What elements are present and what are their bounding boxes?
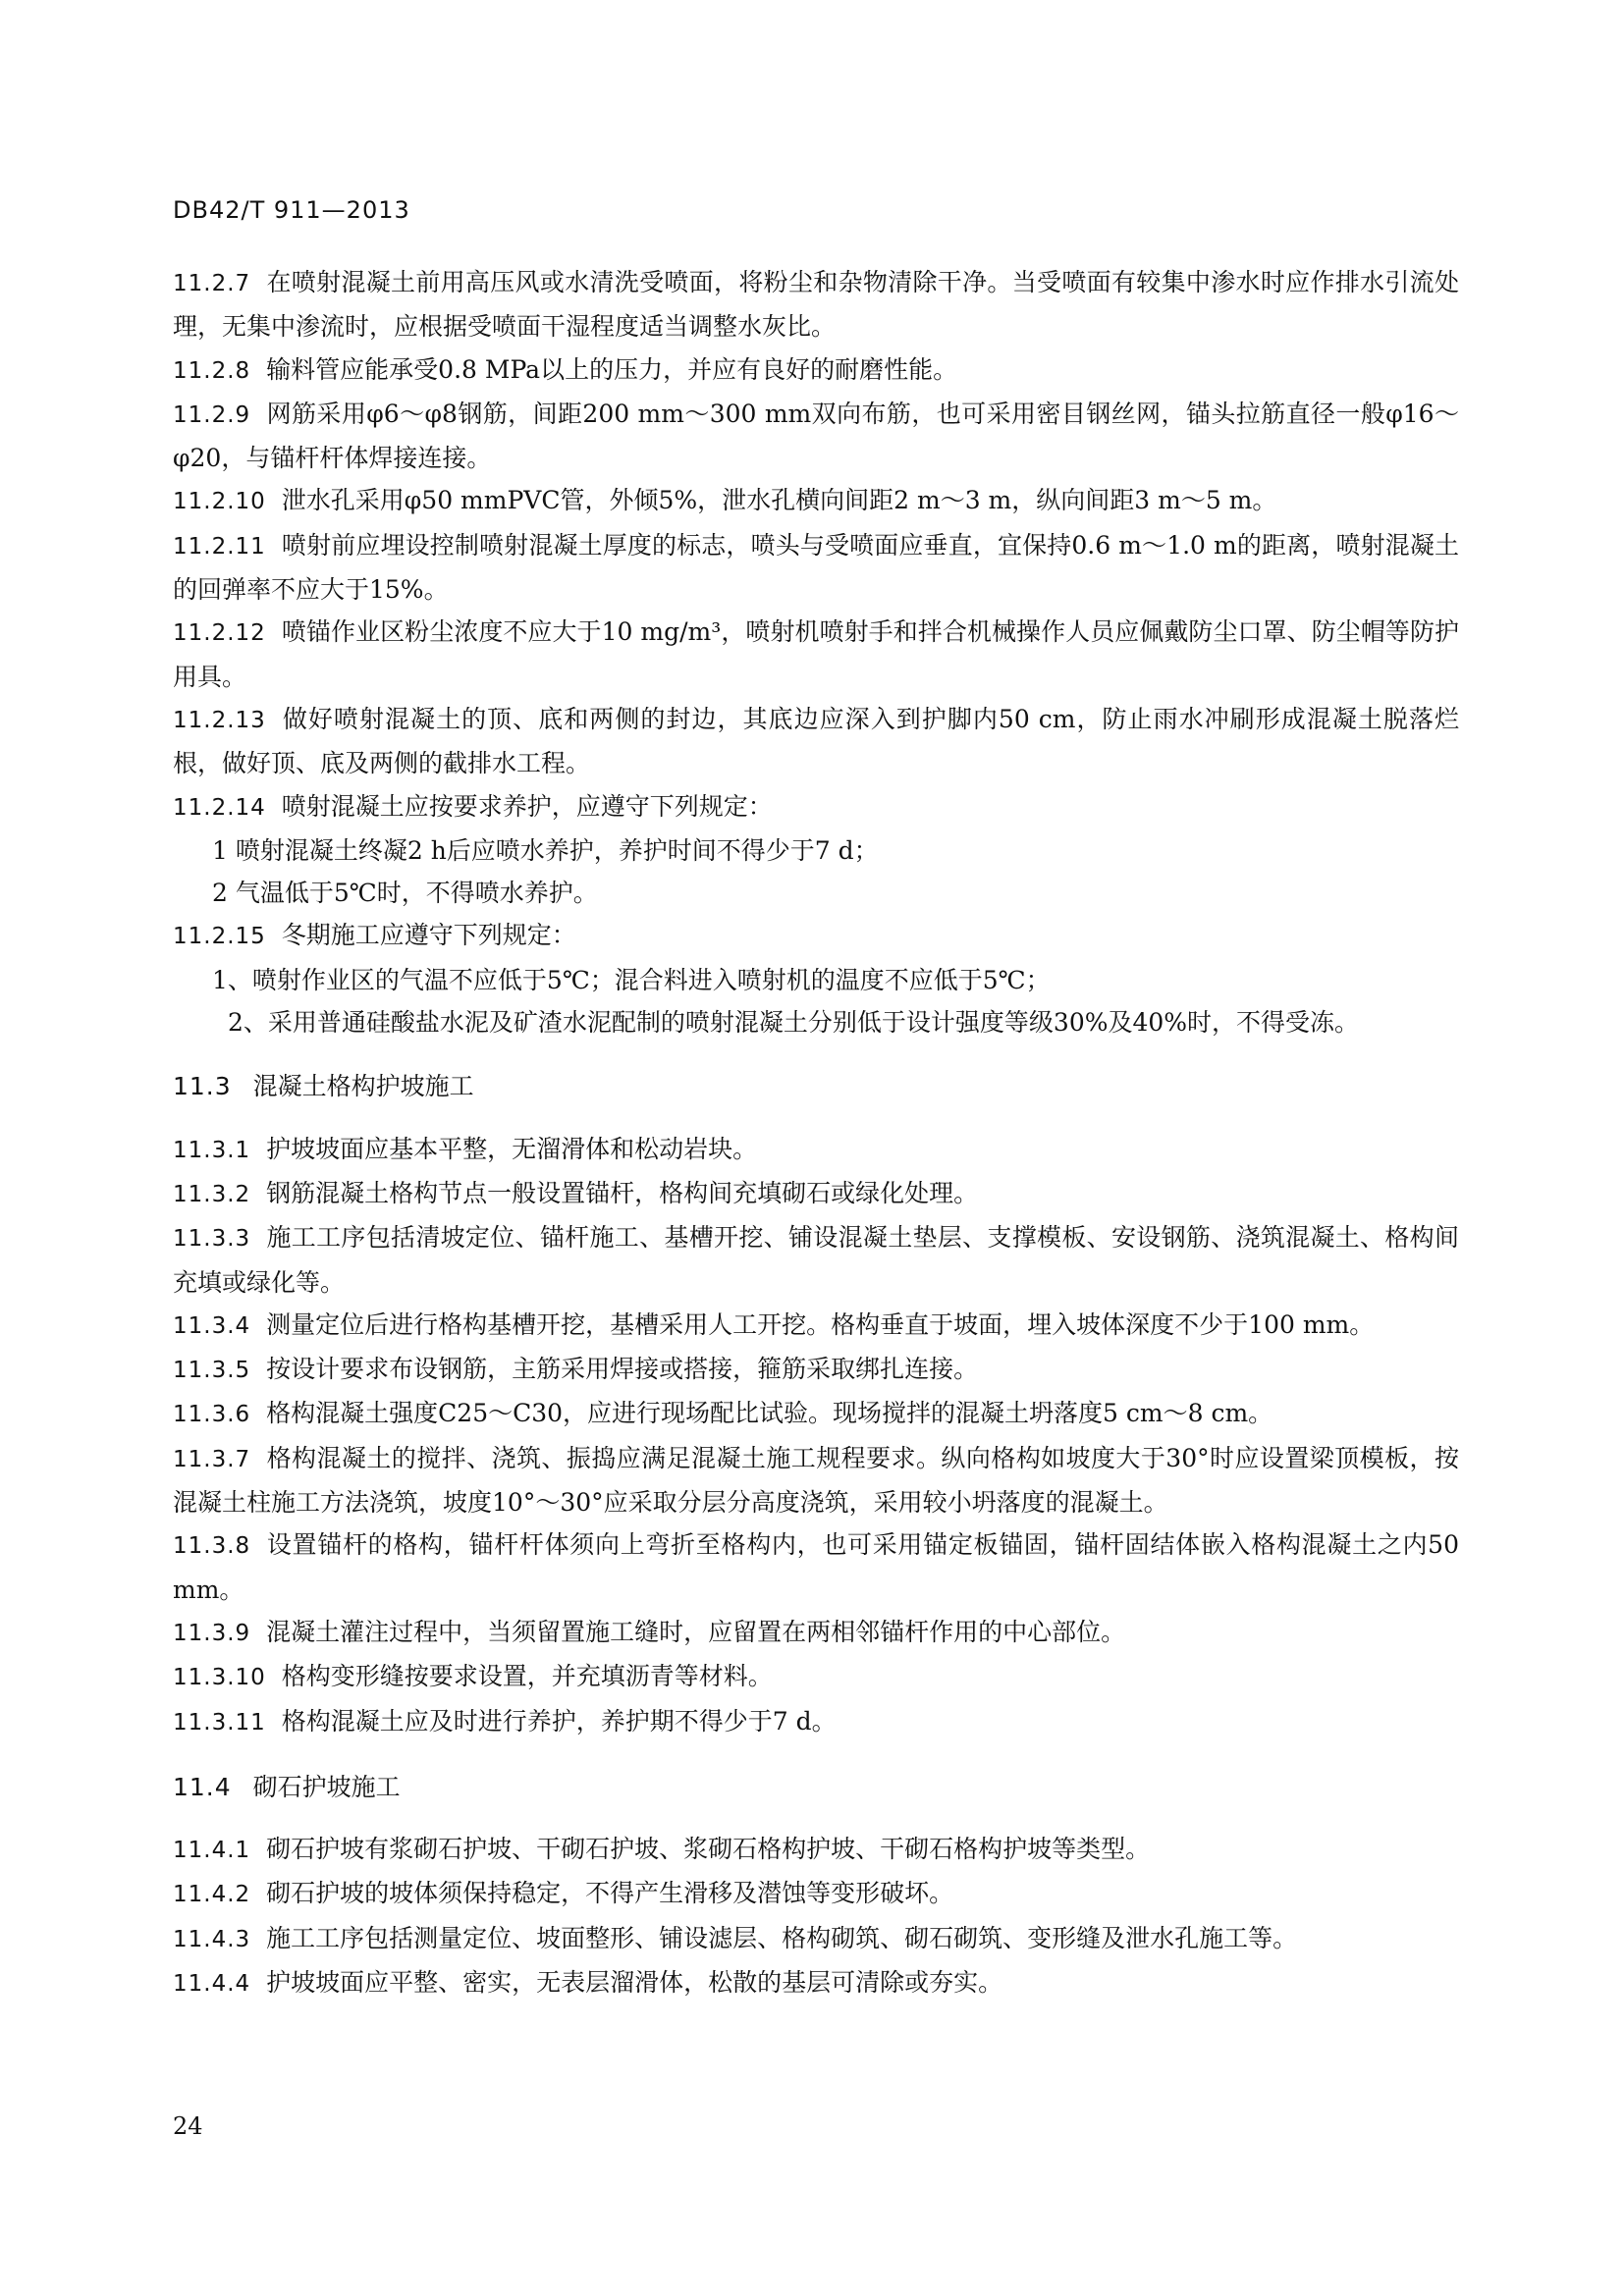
- clause-number: 11.2.14: [173, 794, 266, 821]
- clause-text: 做好喷射混凝土的顶、底和两侧的封边，其底边应深入到护脚内50 cm，防止雨水冲刷形成混凝土脱落烂根，做好顶、底及两侧的截排水工程。: [173, 704, 1459, 778]
- clause-text: 格构变形缝按要求设置，并充填沥青等材料。: [281, 1662, 773, 1691]
- clause-text: 护坡坡面应基本平整，无溜滑体和松动岩块。: [266, 1134, 758, 1163]
- clause-subitem: [173, 829, 1459, 872]
- clause-text: 喷锚作业区粉尘浓度不应大于10 mg/m³，喷射机喷射手和拌合机械操作人员应佩戴防尘口罩、防尘帽等防护用具。: [173, 617, 1459, 691]
- clause-text: 施工工序包括测量定位、坡面整形、铺设滤层、格构砌筑、砌石砌筑、变形缝及泄水孔施工等。: [266, 1923, 1298, 1952]
- clause-paragraph: [173, 393, 1459, 480]
- section-heading: [173, 1065, 1459, 1107]
- section-number: 11.3: [173, 1072, 232, 1101]
- clause-text: 格构混凝土强度C25～C30，应进行现场配比试验。现场搅拌的混凝土坍落度5 cm～8 cm。: [266, 1399, 1273, 1428]
- page-number: 24: [173, 2112, 203, 2140]
- clause-paragraph: [173, 1172, 1459, 1216]
- clause-number: 11.4.3: [173, 1926, 251, 1952]
- section-heading: [173, 1766, 1459, 1808]
- clause-number: 11.3.10: [173, 1665, 266, 1691]
- clause-paragraph: [173, 479, 1459, 523]
- clause-number: 11.3.2: [173, 1181, 251, 1207]
- clause-text: 砌石护坡有浆砌石护坡、干砌石护坡、浆砌石格构护坡、干砌石格构护坡等类型。: [266, 1835, 1151, 1864]
- clause-number: 11.4.1: [173, 1838, 251, 1864]
- clause-paragraph: [173, 611, 1459, 698]
- clause-text: 施工工序包括清坡定位、锚杆施工、基槽开挖、铺设混凝土垫层、支撑模板、安设钢筋、浇筑混凝土、格构间充填或绿化等。: [173, 1223, 1459, 1297]
- clause-paragraph: [173, 1216, 1459, 1304]
- clause-paragraph: [173, 1128, 1459, 1172]
- clause-text: 喷射混凝土应按要求养护，应遵守下列规定：: [281, 791, 773, 821]
- clause-text: 1 喷射混凝土终凝2 h后应喷水养护，养护时间不得少于7 d；: [212, 835, 879, 865]
- clause-number: 11.3.4: [173, 1312, 251, 1339]
- clause-text: 格构混凝土的搅拌、浇筑、振捣应满足混凝土施工规程要求。纵向格构如坡度大于30°时应设置梁顶模板，按混凝土柱施工方法浇筑，坡度10°～30°应采取分层分高度浇筑，采用较小坍落度的混凝土。: [173, 1443, 1459, 1518]
- clause-paragraph: [173, 785, 1459, 829]
- clause-text: 喷射前应埋设控制喷射混凝土厚度的标志，喷头与受喷面应垂直，宜保持0.6 m～1.0 m的距离，喷射混凝土的回弹率不应大于15%。: [173, 530, 1459, 605]
- clause-text: 2 气温低于5℃时，不得喷水养护。: [212, 879, 598, 908]
- clause-text: 泄水孔采用φ50 mmPVC管，外倾5%，泄水孔横向间距2 m～3 m，纵向间距3 m～5 m。: [281, 486, 1277, 515]
- clause-number: 11.2.8: [173, 357, 251, 384]
- clause-subitem: [173, 1001, 1459, 1043]
- section-title: 砌石护坡施工: [252, 1772, 401, 1801]
- clause-number: 11.3.5: [173, 1358, 251, 1384]
- clause-number: 11.2.11: [173, 533, 266, 560]
- clause-number: 11.3.8: [173, 1533, 251, 1560]
- clause-paragraph: [173, 914, 1459, 958]
- clause-paragraph: [173, 1917, 1459, 1961]
- clause-paragraph: [173, 1437, 1459, 1524]
- clause-paragraph: [173, 1348, 1459, 1392]
- clause-number: 11.2.15: [173, 924, 266, 950]
- clause-number: 11.4.2: [173, 1882, 251, 1908]
- clause-number: 11.3.9: [173, 1620, 251, 1646]
- clause-paragraph: [173, 1392, 1459, 1436]
- clause-text: 按设计要求布设钢筋，主筋采用焊接或搭接，箍筋采取绑扎连接。: [266, 1355, 979, 1384]
- clause-paragraph: [173, 1828, 1459, 1872]
- clause-number: 11.2.10: [173, 489, 266, 515]
- clause-text: 测量定位后进行格构基槽开挖，基槽采用人工开挖。格构垂直于坡面，埋入坡体深度不少于100 mm。: [266, 1309, 1375, 1339]
- clause-subitem: [173, 872, 1459, 914]
- clause-text: 网筋采用φ6～φ8钢筋，间距200 mm～300 mm双向布筋，也可采用密目钢丝网，锚头拉筋直径一般φ16～φ20，与锚杆杆体焊接连接。: [173, 399, 1459, 473]
- clause-text: 输料管应能承受0.8 MPa以上的压力，并应有良好的耐磨性能。: [266, 354, 958, 384]
- clause-text: 格构混凝土应及时进行养护，养护期不得少于7 d。: [281, 1706, 837, 1735]
- section-number: 11.4: [173, 1772, 232, 1801]
- clause-number: 11.2.13: [173, 707, 266, 733]
- clause-text: 砌石护坡的坡体须保持稳定，不得产生滑移及潜蚀等变形破坏。: [266, 1879, 954, 1908]
- clause-number: 11.2.9: [173, 401, 251, 428]
- clause-paragraph: [173, 1961, 1459, 2005]
- clause-paragraph: [173, 1304, 1459, 1348]
- clause-subitem: [173, 959, 1459, 1001]
- clause-paragraph: [173, 1523, 1459, 1611]
- clause-text: 护坡坡面应平整、密实，无表层溜滑体，松散的基层可清除或夯实。: [266, 1967, 1003, 1997]
- section-title: 混凝土格构护坡施工: [252, 1072, 474, 1101]
- clause-text: 钢筋混凝土格构节点一般设置锚杆，格构间充填砌石或绿化处理。: [266, 1178, 979, 1207]
- clause-text: 冬期施工应遵守下列规定：: [281, 921, 576, 950]
- clause-paragraph: [173, 1700, 1459, 1744]
- clause-text: 设置锚杆的格构，锚杆杆体须向上弯折至格构内，也可采用锚定板锚固，锚杆固结体嵌入格构混凝土之内50 mm。: [173, 1530, 1459, 1604]
- clause-text: 混凝土灌注过程中，当须留置施工缝时，应留置在两相邻锚杆作用的中心部位。: [266, 1617, 1126, 1646]
- clause-number: 11.3.6: [173, 1402, 251, 1428]
- clause-number: 11.2.7: [173, 271, 251, 296]
- clause-paragraph: [173, 1872, 1459, 1916]
- clause-paragraph: [173, 1611, 1459, 1655]
- clause-text: 1、喷射作业区的气温不应低于5℃；混合料进入喷射机的温度不应低于5℃；: [212, 965, 1051, 994]
- clause-text: 在喷射混凝土前用高压风或水清洗受喷面，将粉尘和杂物清除干净。当受喷面有较集中渗水时应作排水引流处理，无集中渗流时，应根据受喷面干湿程度适当调整水灰比。: [173, 268, 1459, 342]
- clause-text: 2、采用普通硅酸盐水泥及矿渣水泥配制的喷射混凝土分别低于设计强度等级30%及40%时，不得受冻。: [228, 1008, 1360, 1038]
- clause-paragraph: [173, 524, 1459, 612]
- clause-paragraph: [173, 698, 1459, 785]
- clause-number: 11.3.7: [173, 1446, 251, 1472]
- standard-code-header: DB42/T 911—2013: [173, 196, 410, 224]
- clause-number: 11.4.4: [173, 1970, 251, 1997]
- clause-number: 11.3.3: [173, 1226, 251, 1253]
- clause-paragraph: [173, 1655, 1459, 1699]
- clause-number: 11.2.12: [173, 620, 266, 647]
- clause-paragraph: [173, 348, 1459, 393]
- clause-number: 11.3.11: [173, 1709, 266, 1735]
- document-body: [173, 261, 1459, 2005]
- clause-paragraph: [173, 261, 1459, 348]
- clause-number: 11.3.1: [173, 1137, 251, 1163]
